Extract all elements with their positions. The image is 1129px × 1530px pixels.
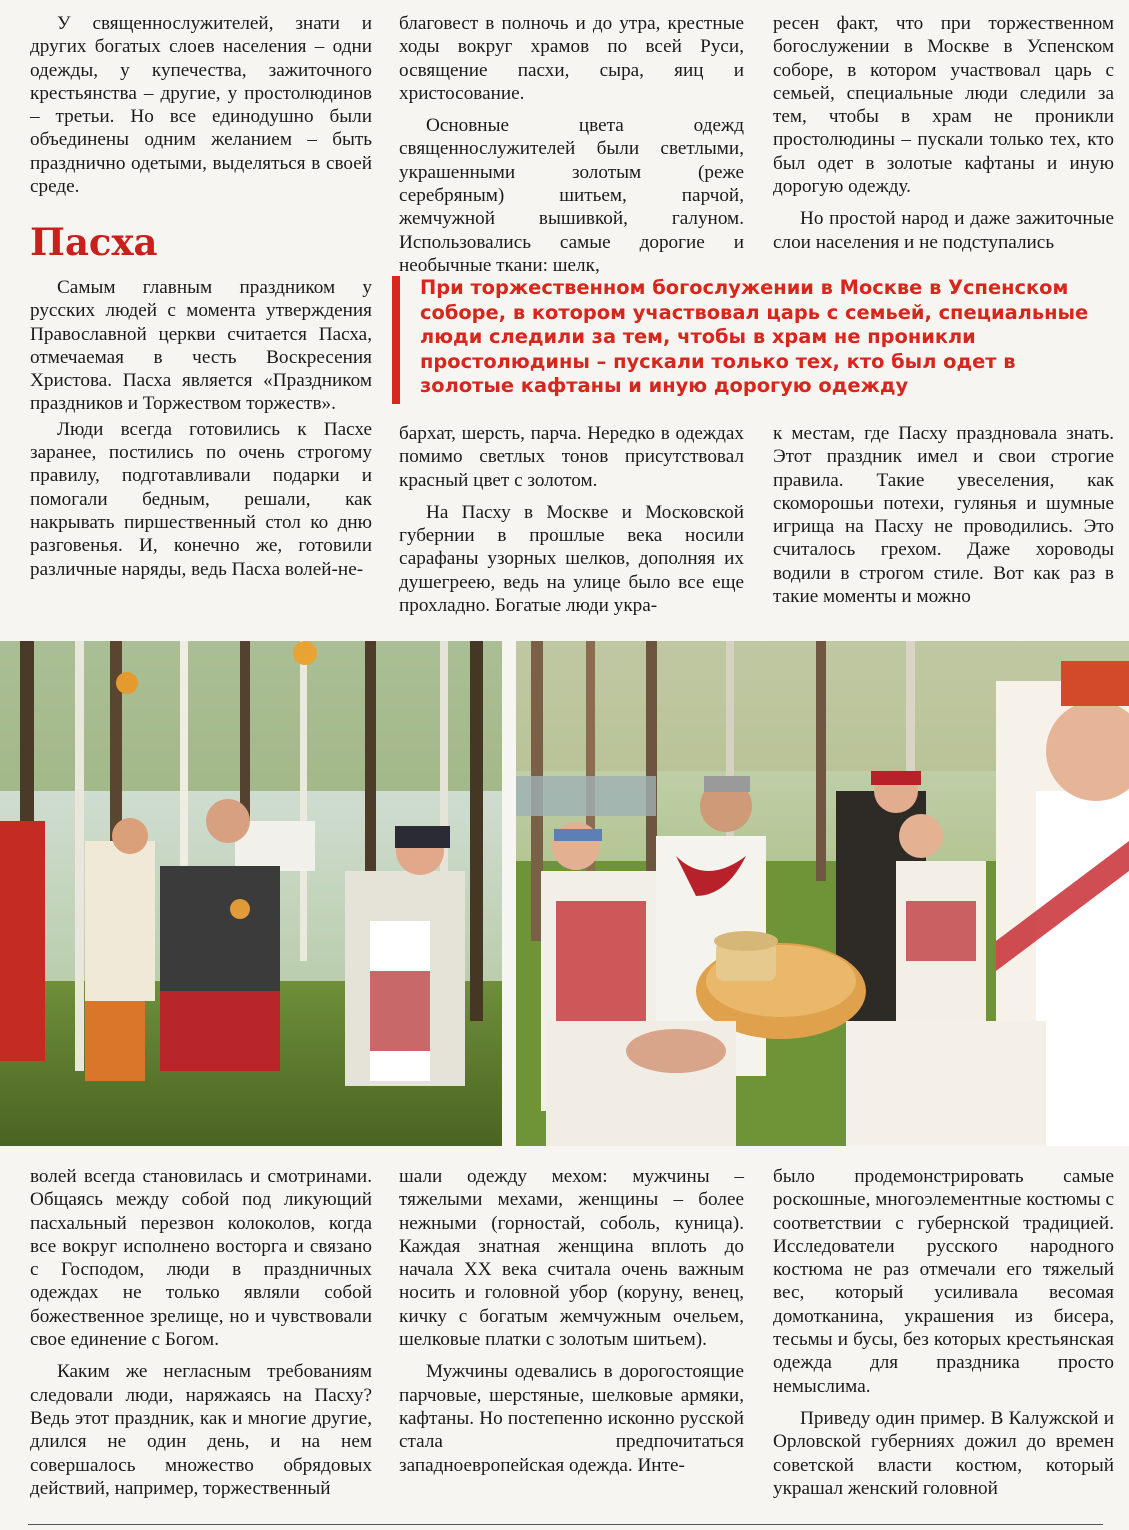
paragraph: Самым главным праздником у русских людей с момента утверждения Православной церкви считается Пасха, отмечаемая в честь Воскресения Христова. Пасха является «Праздником праздников и Торжеством торжеств». [30, 277, 372, 415]
section-heading: Пасха [30, 220, 158, 264]
photo-folk-festival-forest [0, 641, 502, 1146]
text-column-top-2 [399, 12, 744, 277]
pull-quote: При торжественном богослужении в Москве в Успенском соборе, в котором участвовал царь с семьей, специальные люди следили за тем, чтобы в храм не проникли простолюдины – пускали только тех, кто был одет в золотые кафтаны и иную дорогую одежду [392, 276, 1104, 404]
paragraph: Каким же негласным требованиям следовали люди, наряжаясь на Пасху? Ведь этот праздник, как и многие другие, длился не один день, и на нем совершалось множество обрядовых действий, например, торжественный [30, 1361, 372, 1499]
text-column-bottom-3 [773, 1165, 1114, 1500]
paragraph: Приведу один пример. В Калужской и Орловской губерниях дожил до времен советской власти костюм, который украшал женский головной [773, 1407, 1114, 1499]
photo-bread-and-salt-greeting [516, 641, 1129, 1146]
paragraph: шали одежду мехом: мужчины – тяжелыми мехами, женщины – более нежными (горностай, соболь, куница). Каждая знатная женщина вплоть до начала XX века считала очень важным носить и головной убор (коруну, венец, кичку с богатым жемчужным очельем, шелковые платки с золотым шитьем). [399, 1166, 744, 1351]
text-column-top-3 [773, 12, 1114, 254]
paragraph: волей всегда становилась и смотринами. Общаясь между собой под ликующий пасхальный перезвон колоколов, когда все вокруг исполнено восторга и связано с Господом, люди в праздничных одеждах не только являли собой божественное зрелище, но и чувствовали свое единение с Богом. [30, 1166, 372, 1351]
text-column-mid-3 [773, 422, 1114, 608]
text-column-bottom-1 [30, 1165, 372, 1500]
paragraph: У священнослужителей, знати и других богатых слоев населения – одни одежды, у купечества, зажиточного крестьянства – другие, у простолюдинов – третьи. Но все единодушно были объединены одним желанием – быть празднично одетыми, выделяться в своей среде. [30, 13, 372, 198]
paragraph: Основные цвета одежд священнослужителей были светлыми, украшенными золотым (реже серебряным) шитьем, парчой, жемчужной вышивкой, галуном. Использовались самые дорогие и необычные ткани: шелк, [399, 115, 744, 276]
photo-right [516, 641, 1129, 1146]
text-column-bottom-2 [399, 1165, 744, 1477]
paragraph: благовест в полночь и до утра, крестные ходы вокруг храмов по всей Руси, освящение пасхи, сыра, яиц и христосование. [399, 13, 744, 104]
text-column-mid-1 [30, 276, 372, 581]
paragraph: Мужчины одевались в дорогостоящие парчовые, шерстяные, шелковые армяки, кафтаны. Но постепенно исконно русской стала предпочитаться западноевропейская одежда. Инте- [399, 1361, 744, 1476]
footer-divider [28, 1524, 1103, 1525]
paragraph: ресен факт, что при торжественном богослужении в Москве в Успенском соборе, в котором участвовал царь с семьей, специальные люди следили за тем, чтобы в храм не проникли простолюдины – пускали только тех, кто был одет в золотые кафтаны и иную дорогую одежду. [773, 13, 1114, 198]
paragraph: На Пасху в Москве и Московской губернии в прошлые века носили сарафаны узорных шелков, дополняя их душегреею, ведь на улице было все еще прохладно. Богатые люди укра- [399, 501, 744, 617]
paragraph: бархат, шерсть, парча. Нередко в одеждах помимо светлых тонов присутствовал красный цвет с золотом. [399, 423, 744, 491]
text-column-top-1 [30, 12, 372, 198]
paragraph: Но простой народ и даже зажиточные слои населения и не подступались [773, 208, 1114, 253]
text-column-mid-2 [399, 422, 744, 617]
photo-left [0, 641, 502, 1146]
paragraph: к местам, где Пасху праздновала знать. Этот праздник имел и свои строгие правила. Такие увеселения, как скоморошьи потехи, гулянья и шумные игрища на Пасху не проводились. Это считалось грехом. Даже хороводы водили в строгом стиле. Вот как раз в такие моменты и можно [773, 423, 1114, 608]
paragraph: было продемонстрировать самые роскошные, многоэлементные костюмы с соответствии с губернской традицией. Исследователи русского народного костюма не раз отмечали его тяжелый вес, который усиливала весомая домотканина, украшения из бисера, тесьмы и бусы, без которых крестьянская одежда для праздника просто немыслима. [773, 1166, 1114, 1397]
paragraph: Люди всегда готовились к Пасхе заранее, постились по очень строгому правилу, подготавливали подарки и помогали бедным, решали, как накрывать пиршественный стол ко дню разговенья. И, конечно же, готовили различные наряды, ведь Пасха волей-не- [30, 418, 372, 580]
